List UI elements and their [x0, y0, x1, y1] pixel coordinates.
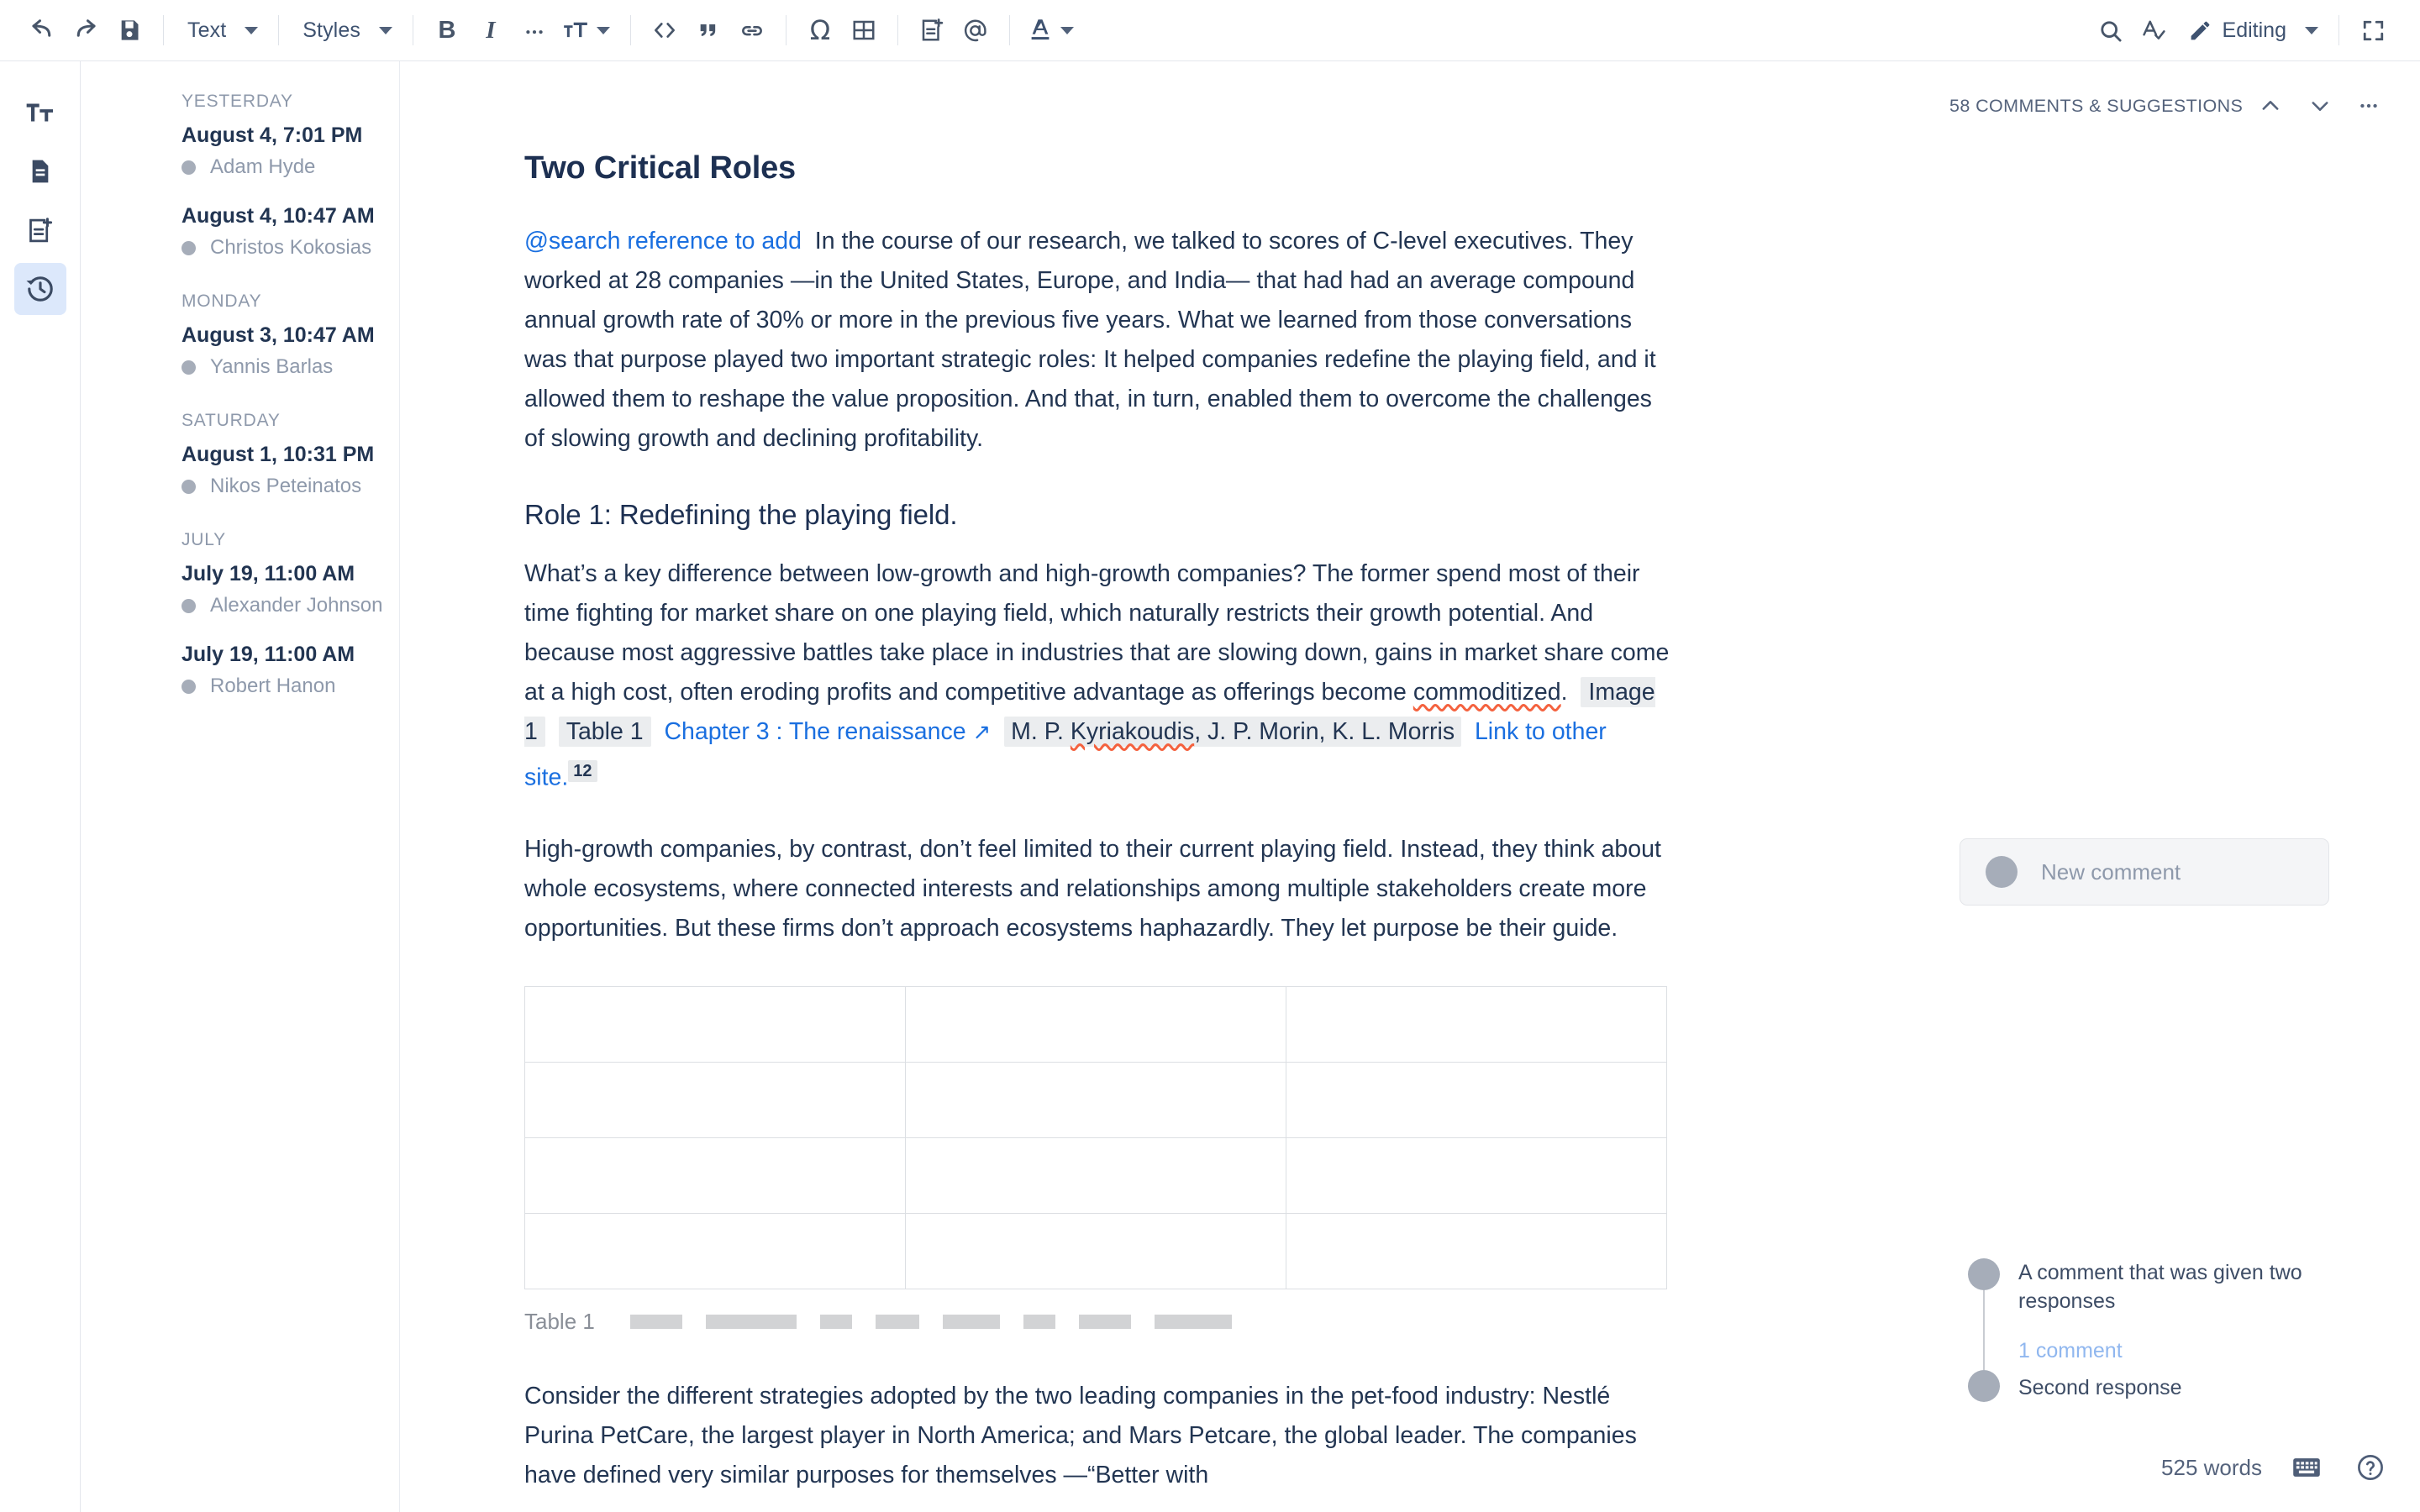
text-style-label: Text	[187, 18, 227, 42]
history-icon	[25, 274, 55, 304]
toolbar-right-group	[2089, 8, 2395, 52]
add-note-icon	[919, 18, 944, 43]
revision-user	[182, 236, 399, 260]
comment-text: A comment that was given two responses	[2018, 1261, 2302, 1313]
fullscreen-button[interactable]	[2351, 8, 2395, 52]
table-icon	[851, 18, 876, 43]
table-reference-chip[interactable]: Table 1	[559, 717, 651, 747]
rail-item-notes[interactable]	[14, 204, 66, 256]
table-row[interactable]	[525, 1137, 1667, 1213]
text-style-dropdown[interactable]	[176, 8, 266, 52]
revision-date: August 3, 10:47 AM	[182, 323, 375, 347]
at-sign-icon	[962, 18, 988, 44]
table-cell[interactable]	[1286, 1137, 1667, 1213]
document-icon	[27, 158, 54, 185]
revision-user-name: Robert Hanon	[210, 675, 336, 697]
revision-item[interactable]	[81, 123, 399, 179]
footnote-marker[interactable]: 12	[568, 760, 597, 782]
revision-item[interactable]	[81, 562, 399, 617]
user-dot-icon	[182, 360, 196, 375]
revision-group-label: JULY	[182, 530, 226, 549]
avatar	[1968, 1258, 2000, 1290]
comment-response-text: Second response	[2018, 1376, 2182, 1399]
revision-item[interactable]	[81, 323, 399, 379]
main-toolbar	[0, 0, 2420, 61]
table-row[interactable]	[525, 1213, 1667, 1289]
styles-dropdown[interactable]	[291, 8, 401, 52]
revision-user	[182, 594, 399, 617]
paragraph-role1-text-end: .	[1560, 679, 1568, 706]
workspace	[0, 61, 2420, 1512]
previous-comment-button[interactable]	[2249, 87, 2291, 125]
omega-icon: Ω	[809, 14, 831, 46]
comment-item[interactable]	[1968, 1258, 2354, 1370]
save-icon	[118, 18, 141, 42]
revision-item[interactable]	[81, 443, 399, 498]
chevron-down-icon	[2308, 94, 2332, 118]
help-icon	[2356, 1453, 2385, 1482]
revision-date: July 19, 11:00 AM	[182, 562, 355, 585]
fullscreen-icon	[2361, 18, 2386, 43]
keyboard-icon	[2292, 1456, 2321, 1479]
comments-header	[1949, 61, 2420, 125]
revision-user	[182, 355, 399, 379]
revision-user-name: Adam Hyde	[210, 155, 316, 178]
revision-user	[182, 475, 399, 498]
revision-group	[81, 411, 399, 498]
paragraph-role1[interactable]	[524, 554, 1676, 798]
table-body	[525, 986, 1667, 1289]
revision-history-panel	[81, 61, 400, 1512]
mention-button[interactable]	[954, 8, 997, 52]
table-cell[interactable]	[525, 1062, 906, 1137]
citation-author-spellcheck: Kyriakoudis	[1070, 718, 1195, 745]
spellcheck-button[interactable]	[2133, 8, 2176, 52]
toolbar-left-group	[20, 8, 1082, 52]
revision-date: August 4, 7:01 PM	[182, 123, 363, 147]
revision-group-label: SATURDAY	[182, 411, 281, 430]
table-cell[interactable]	[525, 986, 906, 1062]
caption-placeholder-bar	[706, 1315, 797, 1329]
image-reference-chip[interactable]: Image 1	[524, 679, 1655, 745]
chapter-link[interactable]: Chapter 3 : The renaissance	[664, 718, 966, 745]
heading-role-1: Role 1: Redefining the playing field.	[524, 499, 958, 530]
comments-more-options-button[interactable]	[2348, 87, 2390, 125]
chevron-down-icon	[245, 27, 258, 34]
text-format-icon	[26, 98, 55, 127]
caption-placeholder-bar	[1079, 1315, 1131, 1329]
more-options-icon	[2358, 95, 2380, 117]
revision-user	[182, 675, 399, 698]
revision-user-name: Nikos Peteinatos	[210, 475, 362, 497]
table-cell[interactable]	[906, 1062, 1286, 1137]
paragraph-pet-food[interactable]: Consider the different strategies adopted by the two leading companies in the pet-food industry: Nestlé Purina PetCare, the largest player in North America; and Mars Petcare, the global leader. The companies have defined very similar purposes for themselves —“Better with	[524, 1382, 1637, 1488]
table-cell[interactable]	[525, 1137, 906, 1213]
toolbar-divider-1	[163, 15, 164, 45]
thread-connector-line	[1983, 1290, 1985, 1370]
revision-group	[81, 92, 399, 260]
mention-search-reference[interactable]: @search reference to add	[524, 228, 802, 255]
blockquote-button[interactable]	[687, 8, 730, 52]
link-button[interactable]	[730, 8, 774, 52]
toolbar-divider-4	[630, 15, 631, 45]
external-site-link[interactable]: Link to other site.	[524, 718, 1607, 791]
user-dot-icon	[182, 480, 196, 494]
bold-button[interactable]	[425, 8, 469, 52]
revision-date: August 4, 10:47 AM	[182, 204, 375, 228]
toolbar-divider-8	[2338, 15, 2339, 45]
comment-body	[2018, 1258, 2354, 1370]
user-dot-icon	[182, 599, 196, 613]
caption-placeholder-bar	[820, 1315, 852, 1329]
code-button[interactable]	[643, 8, 687, 52]
link-icon	[739, 18, 765, 43]
font-size-dropdown[interactable]	[556, 8, 618, 52]
user-dot-icon	[182, 160, 196, 175]
pencil-icon	[2188, 18, 2212, 43]
table-caption-label: Table 1	[524, 1309, 595, 1334]
avatar	[1986, 856, 2018, 888]
page-title: Two Critical Roles	[524, 150, 796, 186]
comments-panel	[1949, 61, 2420, 1512]
thread-rail	[1968, 1370, 2000, 1409]
revision-item[interactable]	[81, 643, 399, 698]
word-count-label: 525 words	[2161, 1454, 2262, 1480]
search-button[interactable]	[2089, 8, 2133, 52]
table-cell[interactable]	[1286, 986, 1667, 1062]
new-comment-box[interactable]	[1960, 838, 2329, 906]
code-icon	[652, 18, 677, 43]
chevron-down-icon	[379, 27, 392, 34]
quote-icon	[697, 18, 720, 42]
revision-date: August 1, 10:31 PM	[182, 443, 375, 466]
comment-response-body	[2018, 1370, 2354, 1409]
caption-placeholder-bar	[1155, 1315, 1232, 1329]
table-cell[interactable]	[1286, 1062, 1667, 1137]
toolbar-divider-6	[897, 15, 898, 45]
comment-replies-link[interactable]: 1 comment	[2018, 1339, 2123, 1362]
italic-button[interactable]	[469, 8, 513, 52]
revision-group	[81, 291, 399, 379]
insert-table-button[interactable]	[842, 8, 886, 52]
rail-item-styles[interactable]	[14, 87, 66, 139]
toolbar-divider-7	[1009, 15, 1010, 45]
undo-icon	[29, 18, 55, 43]
new-comment-placeholder: New comment	[2041, 858, 2181, 885]
revision-user-name: Yannis Barlas	[210, 355, 334, 378]
comment-thread	[1968, 1258, 2354, 1409]
next-comment-button[interactable]	[2299, 87, 2341, 125]
text-color-dropdown[interactable]	[1022, 8, 1082, 52]
table-cell[interactable]	[1286, 1213, 1667, 1289]
table-cell[interactable]	[906, 1213, 1286, 1289]
redo-button[interactable]	[64, 8, 108, 52]
special-character-button[interactable]	[798, 8, 842, 52]
redo-icon	[73, 18, 98, 43]
user-dot-icon	[182, 680, 196, 694]
caption-placeholder-bar	[630, 1315, 682, 1329]
table-caption[interactable]	[524, 1308, 1676, 1336]
status-bar	[2161, 1448, 2390, 1487]
chevron-down-icon	[2305, 27, 2318, 34]
font-size-icon	[563, 18, 588, 42]
revision-group-label: YESTERDAY	[182, 92, 293, 111]
spellcheck-word[interactable]: commoditized	[1413, 679, 1561, 706]
text-color-icon	[1028, 18, 1052, 43]
revision-group	[81, 530, 399, 698]
citation-prefix: M. P.	[1011, 718, 1071, 745]
spellcheck-icon	[2141, 18, 2167, 44]
thread-rail	[1968, 1258, 2000, 1370]
user-dot-icon	[182, 241, 196, 255]
revision-date: July 19, 11:00 AM	[182, 643, 355, 666]
left-icon-rail	[0, 61, 81, 1512]
chevron-down-icon	[597, 27, 610, 34]
revision-groups	[81, 92, 399, 698]
edit-mode-dropdown[interactable]	[2176, 8, 2327, 52]
revision-user-name: Alexander Johnson	[210, 594, 383, 617]
avatar	[1968, 1370, 2000, 1402]
edit-mode-label: Editing	[2222, 18, 2286, 42]
table-row[interactable]	[525, 986, 1667, 1062]
table-cell[interactable]	[906, 986, 1286, 1062]
paragraph-intro[interactable]	[524, 222, 1676, 459]
help-button[interactable]	[2351, 1448, 2390, 1487]
table-cell[interactable]	[906, 1137, 1286, 1213]
more-formats-button[interactable]	[513, 8, 556, 52]
chevron-up-icon	[2259, 94, 2282, 118]
styles-label: Styles	[302, 18, 360, 42]
citation-suffix: , J. P. Morin, K. L. Morris	[1194, 718, 1455, 745]
caption-placeholder-bar	[1023, 1315, 1055, 1329]
external-link-arrow-icon: ↗	[972, 719, 992, 744]
revision-item[interactable]	[81, 204, 399, 260]
table-cell[interactable]	[525, 1213, 906, 1289]
revision-group-label: MONDAY	[182, 291, 262, 311]
search-icon	[2097, 18, 2123, 44]
content-table[interactable]	[524, 986, 1667, 1289]
revision-user	[182, 155, 399, 179]
document-canvas[interactable]	[524, 61, 1676, 1495]
comments-count-label: 58 COMMENTS & SUGGESTIONS	[1949, 95, 2244, 116]
rail-item-history[interactable]	[14, 263, 66, 315]
toolbar-divider-2	[278, 15, 279, 45]
citation-chip[interactable]	[1004, 717, 1461, 747]
ellipsis-icon	[523, 19, 545, 41]
comment-response-item[interactable]	[1968, 1370, 2354, 1409]
keyboard-shortcuts-button[interactable]	[2287, 1448, 2326, 1487]
bold-icon: B	[438, 16, 456, 44]
caption-placeholder-bar	[876, 1315, 919, 1329]
add-note-button[interactable]	[910, 8, 954, 52]
save-button[interactable]	[108, 8, 151, 52]
caption-placeholder-bar	[943, 1315, 1000, 1329]
paragraph-role1-text: What’s a key difference between low-growth and high-growth companies? The former spend most of their time fighting for market share on one playing field, which naturally restricts their growth potential. And because most aggressive battles take place in industries that are slowing down, gains in market share come at a high cost, often eroding profits and competitive advantage as offerings become	[524, 560, 1670, 706]
italic-icon: I	[486, 16, 496, 44]
paragraph-intro-text: In the course of our research, we talked to scores of C-level executives. They worked at 28 companies —in the United States, Europe, and India— that had had an average compound annual growth rate of 30% or more in the previous five years. What we learned from those conversations was that purpose played two important strategic roles: It helped companies redefine the playing field, and it allowed them to reshape the value proposition. And that, in turn, enabled them to overcome the challenges of slowing growth and declining profitability.	[524, 228, 1656, 452]
rail-item-document[interactable]	[14, 145, 66, 197]
document-scroll-area[interactable]	[400, 61, 1949, 1512]
chevron-down-icon	[1060, 27, 1074, 34]
table-row[interactable]	[525, 1062, 1667, 1137]
add-note-icon	[26, 217, 54, 244]
undo-button[interactable]	[20, 8, 64, 52]
revision-user-name: Christos Kokosias	[210, 236, 372, 259]
paragraph-high-growth[interactable]: High-growth companies, by contrast, don’t feel limited to their current playing field. Instead, they think about whole ecosystems, where connected interests and relationships among multiple stakeholders create more opportunities. But these firms don’t approach ecosystems haphazardly. They let purpose be their guide.	[524, 835, 1661, 942]
